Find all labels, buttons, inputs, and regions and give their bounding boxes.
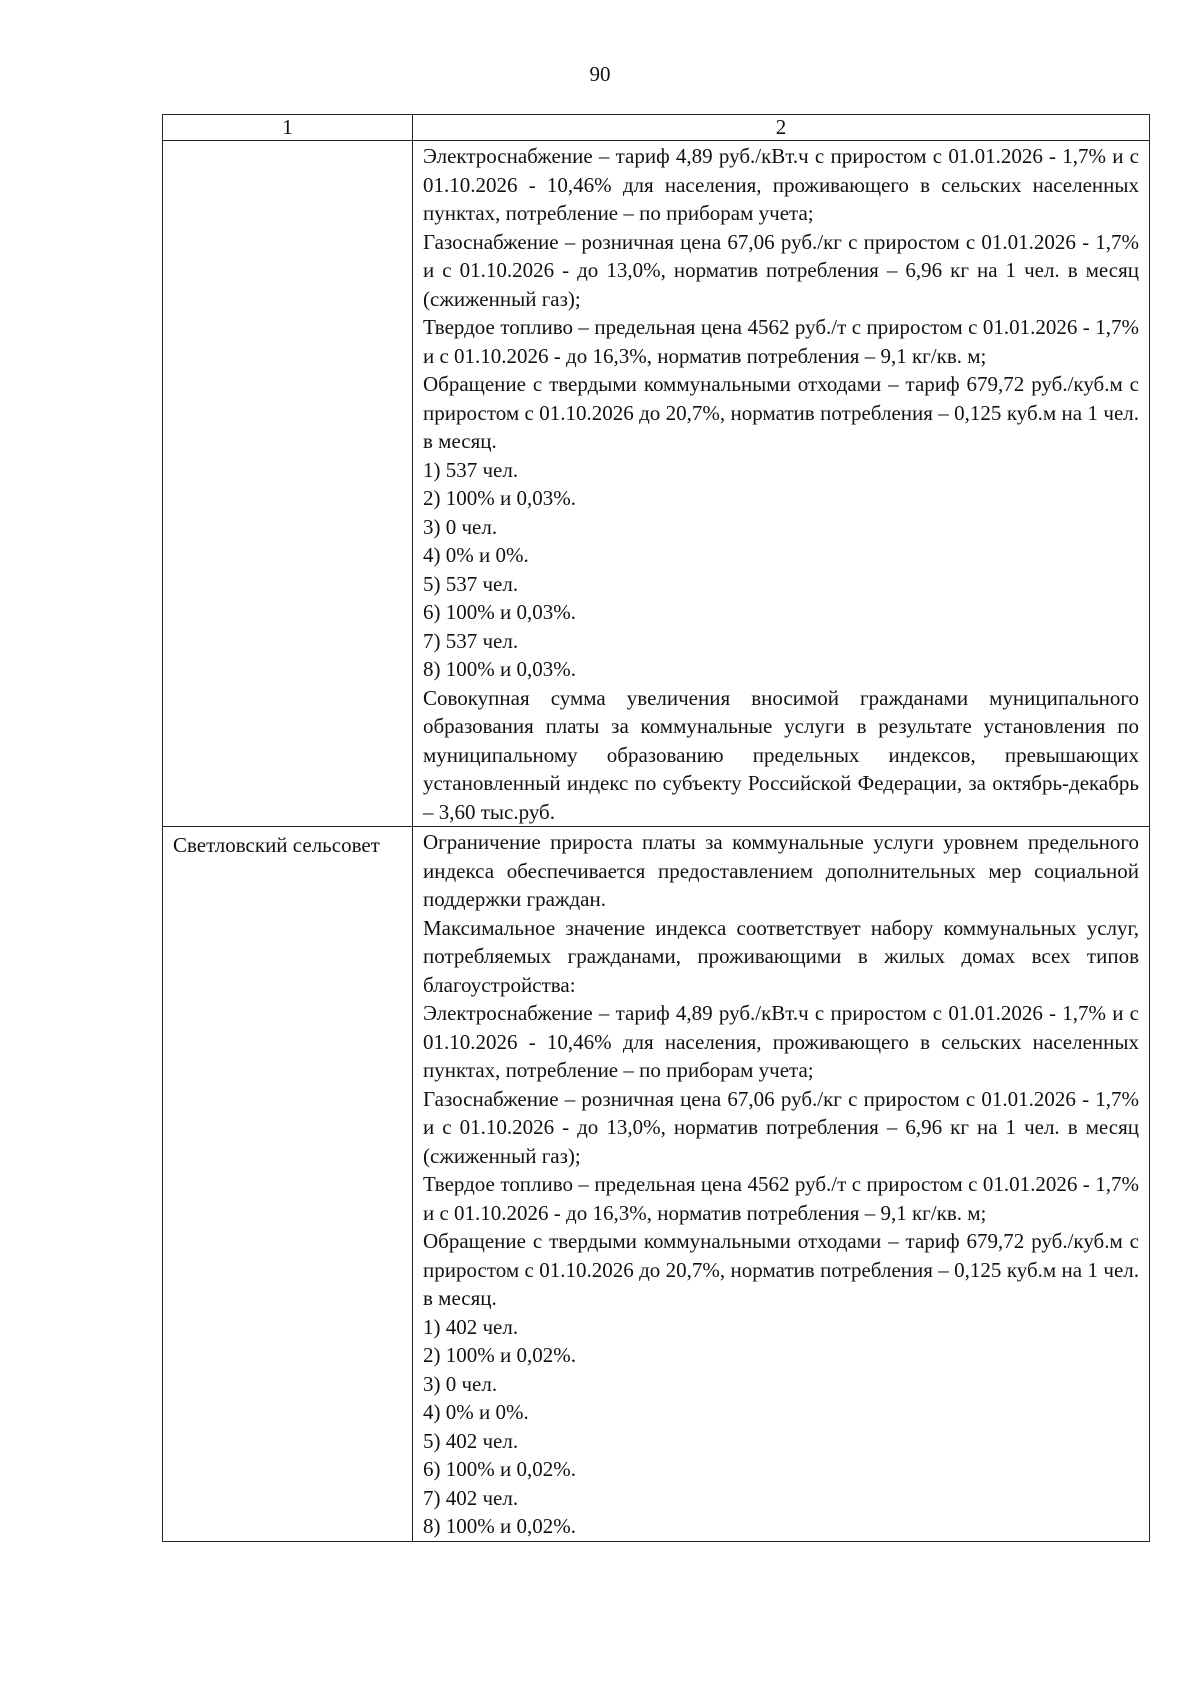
intro-paragraph: Ограничение прироста платы за коммунальные услуги уровнем предельного индекса обеспечивается предоставлением дополнительных мер социальной поддержки граждан. [423, 830, 1139, 911]
list-item: 6) 100% и 0,03%. [423, 600, 576, 624]
table-row [163, 141, 1150, 827]
tariff-paragraph: Газоснабжение – розничная цена 67,06 руб./кг с приростом с 01.01.2026 - 1,7% и с 01.10.2026 - до 13,0%, норматив потребления – 6,96 кг на 1 чел. в месяц (сжиженный газ); [423, 1086, 1139, 1168]
list-item: 5) 537 чел. [423, 571, 519, 596]
column-header-1: 1 [163, 115, 413, 141]
list-item: 1) 537 чел. [423, 457, 519, 482]
list-item: 3) 0 чел. [423, 1371, 498, 1396]
list-item: 7) 402 чел. [423, 1485, 519, 1510]
tariff-paragraph: Электроснабжение – тариф 4,89 руб./кВт.ч с приростом с 01.01.2026 - 1,7% и с 01.10.2026 - 10,46% для населения, проживающего в сельских населенных пунктах, потребление – по приборам учета; [423, 144, 1139, 225]
municipality-cell [163, 141, 413, 827]
list-item: 2) 100% и 0,03%. [423, 486, 576, 510]
column-header-2: 2 [413, 115, 1150, 141]
list-item: 5) 402 чел. [423, 1428, 519, 1453]
intro-paragraph: Максимальное значение индекса соответствует набору коммунальных услуг, потребляемых гражданами, проживающими в жилых домах всех типов благоустройства: [423, 915, 1139, 997]
list-item: 1) 402 чел. [423, 1314, 519, 1339]
description-cell [413, 827, 1150, 1542]
tariff-paragraph: Обращение с твердыми коммунальными отходами – тариф 679,72 руб./куб.м с приростом с 01.10.2026 до 20,7%, норматив потребления – 0,125 куб.м на 1 чел. в месяц. [423, 372, 1139, 453]
tariff-paragraph: Твердое топливо – предельная цена 4562 руб./т с приростом с 01.01.2026 - 1,7% и с 01.10.2026 - до 16,3%, норматив потребления – 9,1 кг/кв. м; [423, 315, 1139, 368]
list-item: 8) 100% и 0,02%. [423, 1514, 576, 1538]
summary-paragraph: Совокупная сумма увеличения вносимой гражданами муниципального образования платы за коммунальные услуги в результате установления по муниципальному образованию предельных индексов, превышающих установленный индекс по субъекту Российской Федерации, за октябрь-декабрь – 3,60 тыс.руб. [423, 685, 1139, 824]
municipality-cell: Светловский сельсовет [163, 827, 413, 1542]
list-item: 4) 0% и 0%. [423, 1400, 529, 1424]
list-item: 6) 100% и 0,02%. [423, 1457, 576, 1481]
data-table [162, 114, 1150, 1542]
list-item: 8) 100% и 0,03%. [423, 657, 576, 681]
list-item: 3) 0 чел. [423, 514, 498, 539]
tariff-paragraph: Твердое топливо – предельная цена 4562 руб./т с приростом с 01.01.2026 - 1,7% и с 01.10.2026 - до 16,3%, норматив потребления – 9,1 кг/кв. м; [423, 1172, 1139, 1225]
page-number: 90 [589, 62, 611, 86]
tariff-paragraph: Электроснабжение – тариф 4,89 руб./кВт.ч с приростом с 01.01.2026 - 1,7% и с 01.10.2026 - 10,46% для населения, проживающего в сельских населенных пунктах, потребление – по приборам учета; [423, 1001, 1139, 1082]
list-item: 7) 537 чел. [423, 628, 519, 653]
tariff-paragraph: Обращение с твердыми коммунальными отходами – тариф 679,72 руб./куб.м с приростом с 01.10.2026 до 20,7%, норматив потребления – 0,125 куб.м на 1 чел. в месяц. [423, 1229, 1139, 1310]
table-header-row [163, 115, 1150, 141]
table-row [163, 827, 1150, 1542]
list-item: 4) 0% и 0%. [423, 543, 529, 567]
description-cell [413, 141, 1150, 827]
list-item: 2) 100% и 0,02%. [423, 1343, 576, 1367]
tariff-paragraph: Газоснабжение – розничная цена 67,06 руб./кг с приростом с 01.01.2026 - 1,7% и с 01.10.2026 - до 13,0%, норматив потребления – 6,96 кг на 1 чел. в месяц (сжиженный газ); [423, 229, 1139, 311]
